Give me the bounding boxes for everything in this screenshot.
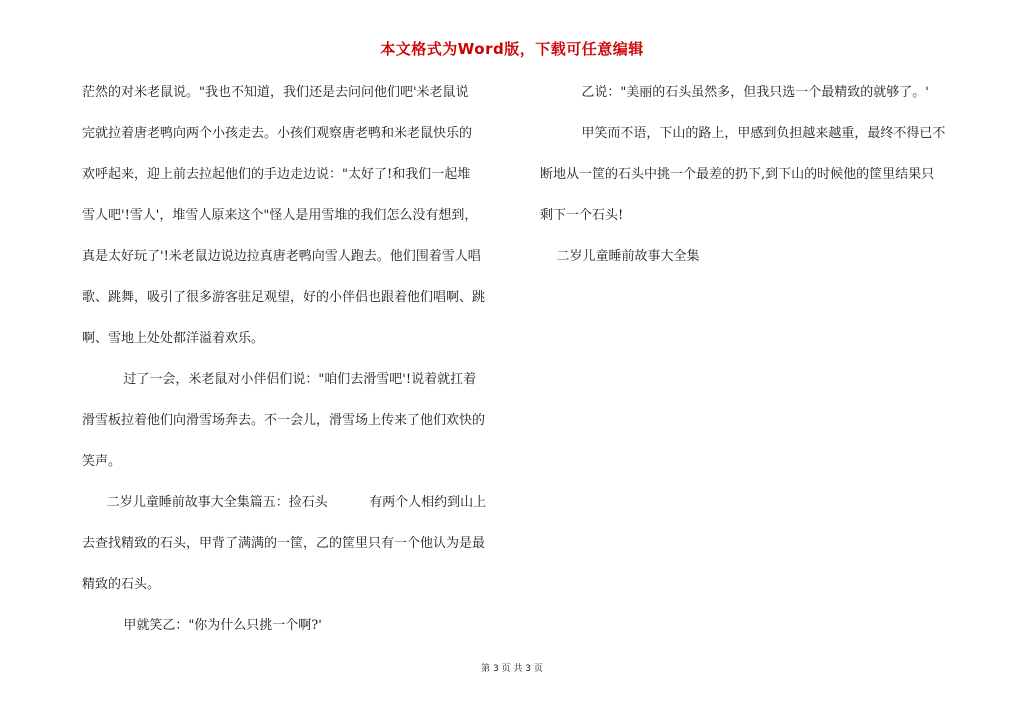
section-heading-line: 二岁儿童睡前故事大全集篇五：捡石头 有两个人相约到山上: [82, 495, 487, 510]
text-line: 笑声。: [82, 454, 122, 469]
text-line: 啊、雪地上处处都洋溢着欢乐。: [82, 331, 265, 346]
text-line: 滑雪板拉着他们向滑雪场奔去。不一会儿，滑雪场上传来了他们欢快的: [82, 413, 486, 428]
text-line: 甲笑而不语，下山的路上，甲感到负担越来越重，最终不得已不: [540, 126, 946, 141]
text-line: 剩下一个石头!: [540, 208, 624, 223]
text-line: 精致的石头。: [82, 577, 161, 592]
text-line: 断地从一筐的石头中挑一个最差的扔下,到下山的时候他的筐里结果只: [540, 167, 935, 182]
text-line: 茫然的对米老鼠说。"我也不知道，我们还是去问问他们吧'米老鼠说: [82, 85, 469, 100]
document-header-title: 本文格式为Word版，下载可任意编辑: [380, 40, 644, 58]
right-text-column: [540, 80, 965, 285]
text-line: 完就拉着唐老鸭向两个小孩走去。小孩们观察唐老鸭和米老鼠快乐的: [82, 126, 473, 141]
text-line: 甲就笑乙："你为什么只挑一个啊?': [82, 618, 322, 633]
section-title-line: 二岁儿童睡前故事大全集: [540, 249, 700, 264]
text-line: 雪人吧'!雪人'，堆雪人原来这个"怪人是用雪堆的我们怎么没有想到，: [82, 208, 478, 223]
text-line: 去查找精致的石头，甲背了满满的一筐，乙的筐里只有一个他认为是最: [82, 536, 486, 551]
page-number-footer: 第 3 页 共 3 页: [481, 664, 543, 674]
text-line: 欢呼起来，迎上前去拉起他们的手边走边说："太好了!和我们一起堆: [82, 167, 471, 182]
text-line: 真是太好玩了'!米老鼠边说边拉真唐老鸭向雪人跑去。他们围着雪人唱: [82, 249, 481, 264]
left-text-column: [82, 80, 514, 654]
text-line: 过了一会，米老鼠对小伴侣们说："咱们去滑雪吧'!说着就扛着: [82, 372, 477, 387]
text-line: 歌、跳舞，吸引了很多游客驻足观望，好的小伴侣也跟着他们唱啊、跳: [82, 290, 486, 305]
text-line: 乙说："美丽的石头虽然多，但我只选一个最精致的就够了。': [540, 85, 929, 100]
